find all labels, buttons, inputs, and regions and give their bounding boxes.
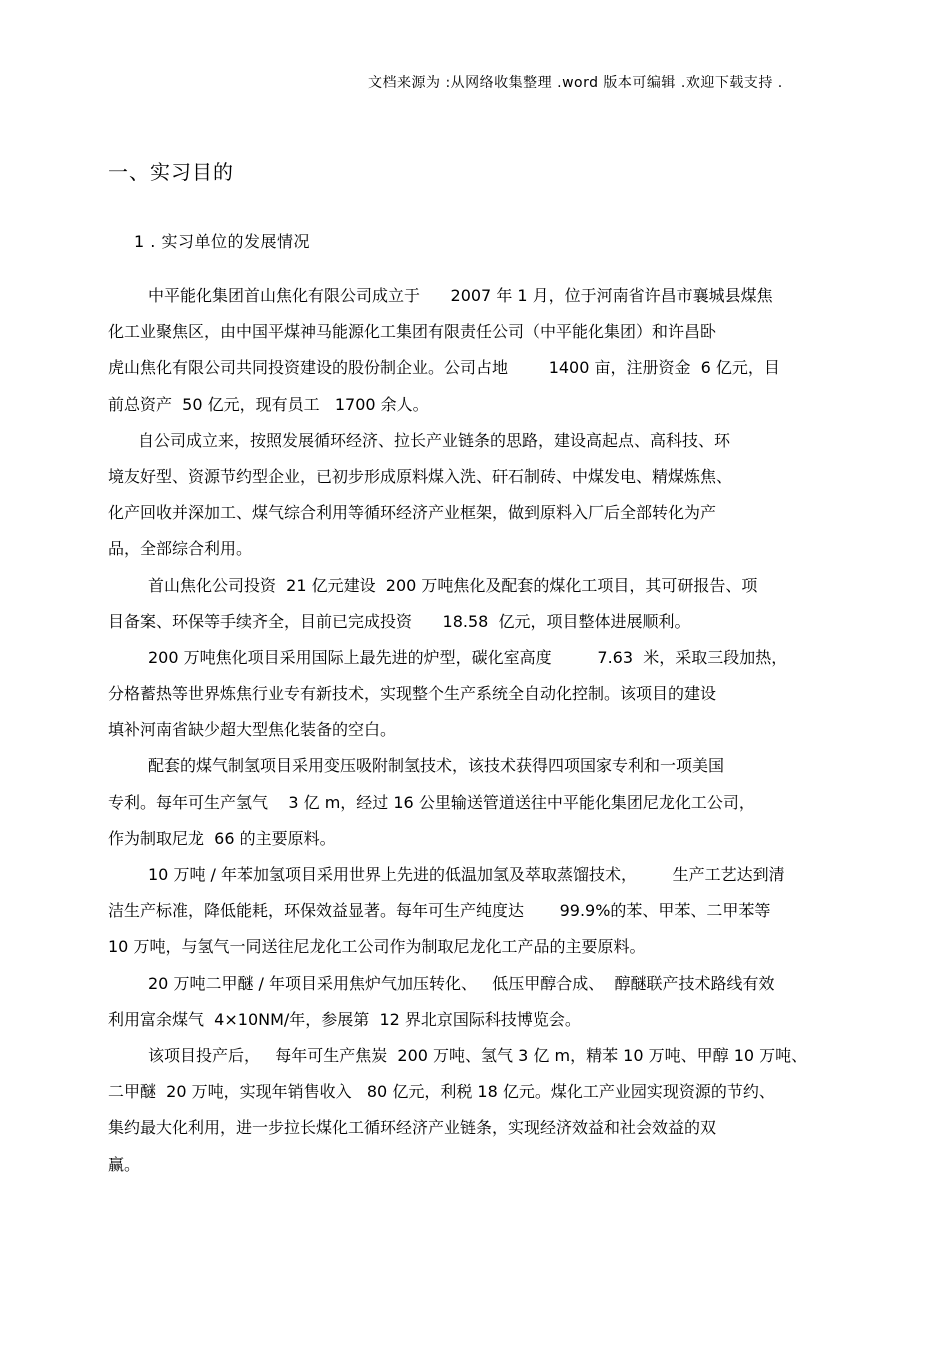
text-line: 集约最大化利用，进一步拉长煤化工循环经济产业链条，实现经济效益和社会效益的双	[108, 1118, 717, 1138]
text-line: 10 万吨 / 年苯加氢项目采用世界上先进的低温加氢及萃取蒸馏技术， 生产工艺达到清	[148, 865, 785, 884]
text-line: 200 万吨焦化项目采用国际上最先进的炉型，碳化室高度 7.63 米，采取三段加热，	[148, 647, 788, 667]
source-note: 文档来源为 :从网络收集整理 .word 版本可编辑 .欢迎下载支持 .	[368, 75, 783, 91]
text-line: 首山焦化公司投资 21 亿元建设 200 万吨焦化及配套的煤化工项目，其可研报告、项	[148, 575, 758, 595]
paragraph-hydrogen-project	[108, 748, 853, 857]
text-line: 该项目投产后， 每年可生产焦炭 200 万吨、氢气 3 亿 m，精苯 10 万吨、甲醇 10 万吨、	[148, 1045, 808, 1065]
text-line: 虎山焦化有限公司共同投资建设的股份制企业。公司占地 1400 亩，注册资金 6 亿元，目	[108, 358, 780, 378]
text-line: 填补河南省缺少超大型焦化装备的空白。	[108, 720, 397, 740]
text-line: 化产回收并深加工、煤气综合利用等循环经济产业框架，做到原料入厂后全部转化为产	[108, 503, 717, 523]
paragraph-company-intro	[108, 278, 853, 423]
text-line: 境友好型、资源节约型企业，已初步形成原料煤入洗、矸石制砖、中煤发电、精煤炼焦、	[108, 466, 733, 486]
text-line: 洁生产标准，降低能耗，环保效益显著。每年可生产纯度达 99.9%的苯、甲苯、二甲苯等	[108, 901, 771, 921]
section-title: 一、实习目的	[108, 160, 234, 184]
text-line: 前总资产 50 亿元，现有员工 1700 余人。	[108, 394, 429, 414]
text-line: 作为制取尼龙 66 的主要原料。	[108, 828, 336, 848]
text-line: 自公司成立来，按照发展循环经济、拉长产业链条的思路，建设高起点、高科技、环	[138, 430, 731, 450]
paragraph-coking-project	[108, 640, 853, 749]
text-line: 20 万吨二甲醚 / 年项目采用焦炉气加压转化、 低压甲醇合成、 醇醚联产技术路线有效	[148, 973, 775, 993]
paragraph-dme-project	[108, 966, 853, 1038]
body-text	[108, 278, 853, 1183]
text-line: 10 万吨，与氢气一同送往尼龙化工公司作为制取尼龙化工产品的主要原料。	[108, 937, 646, 957]
text-line: 赢。	[108, 1154, 141, 1174]
text-line: 品，全部综合利用。	[108, 539, 253, 559]
text-line: 分格蓄热等世界炼焦行业专有新技术，实现整个生产系统全自动化控制。该项目的建设	[108, 684, 717, 704]
paragraph-investment	[108, 568, 853, 640]
paragraph-benzene-project	[108, 857, 853, 966]
text-line: 专利。每年可生产氢气 3 亿 m，经过 16 公里输送管道送往中平能化集团尼龙化工公司，	[108, 792, 755, 812]
text-line: 目备案、环保等手续齐全，目前已完成投资 18.58 亿元，项目整体进展顺利。	[108, 611, 691, 631]
text-line: 配套的煤气制氢项目采用变压吸附制氢技术，该技术获得四项国家专利和一项美国	[148, 756, 725, 776]
paragraph-development-path	[108, 423, 853, 568]
text-line: 利用富余煤气 4×10NM/年，参展第 12 界北京国际科技博览会。	[108, 1009, 581, 1029]
text-line: 中平能化集团首山焦化有限公司成立于 2007 年 1 月，位于河南省许昌市襄城县煤焦	[148, 286, 773, 305]
text-line: 二甲醚 20 万吨，实现年销售收入 80 亿元，利税 18 亿元。煤化工产业园实现资源的节约、	[108, 1082, 775, 1102]
subsection-title: 1 . 实习单位的发展情况	[134, 232, 310, 251]
paragraph-project-output	[108, 1038, 853, 1183]
text-line: 化工业聚焦区，由中国平煤神马能源化工集团有限责任公司（中平能化集团）和许昌卧	[108, 322, 717, 342]
